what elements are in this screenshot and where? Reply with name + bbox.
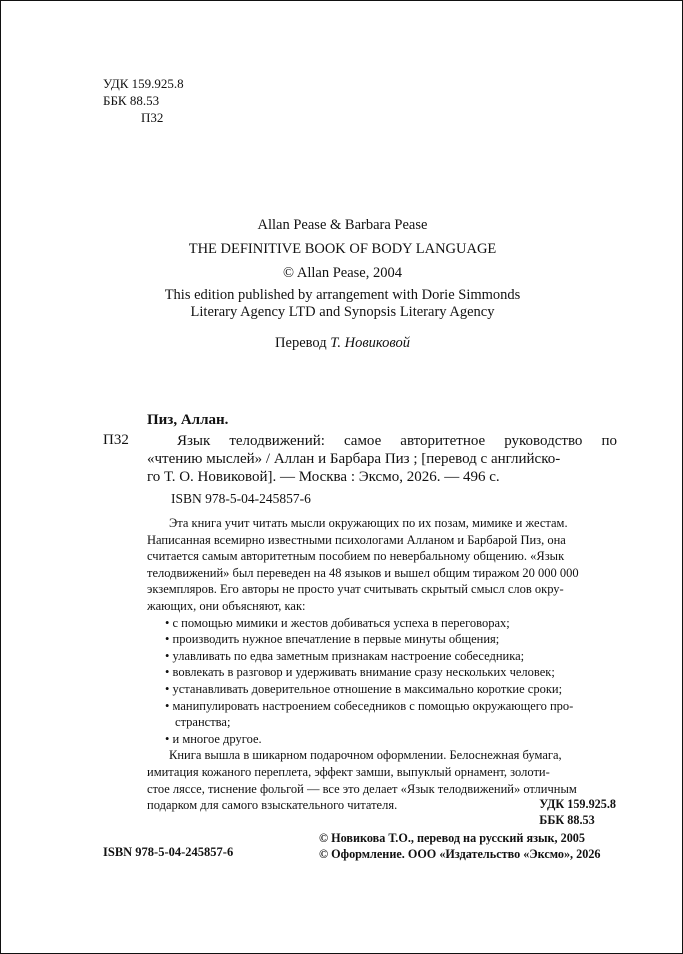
bbk-code: ББК 88.53 <box>103 93 160 108</box>
isbn: ISBN 978-5-04-245857-6 <box>171 491 311 506</box>
edition-notice-line-1: This edition published by arrangement with Dorie Simmonds <box>164 287 521 303</box>
bibliographic-mark: П32 <box>103 432 129 448</box>
udk-code: УДК 159.925.8 <box>103 76 184 91</box>
annotation-bullet: • улавливать по едва заметным признакам настроение собеседника; <box>165 648 525 663</box>
annotation-line: телодвижений» был переведен на 48 языков и вышел общим тиражом 20 000 000 <box>147 565 579 580</box>
footer-bbk: ББК 88.53 <box>539 812 595 827</box>
annotation-bullet: • производить нужное впечатление в первые минуты общения; <box>165 632 500 647</box>
annotation-bullet: • и многое другое. <box>165 731 262 746</box>
annotation-line: Написанная всемирно известными психологами Алланом и Барбарой Пиз, она <box>147 532 566 547</box>
annotation-line: жающих, они объясняют, как: <box>147 598 306 613</box>
annotation-line: подарком для самого взыскательного читателя. <box>147 798 398 813</box>
edition-notice-line-2: Literary Agency LTD and Synopsis Literary Agency <box>190 304 495 320</box>
annotation-line: экземпляров. Его авторы не просто учат считывать скрытый смысл слов окру- <box>147 582 564 597</box>
translation-prefix: Перевод <box>275 335 327 351</box>
bibliographic-description <box>147 432 617 486</box>
original-copyright: © Allan Pease, 2004 <box>283 265 402 281</box>
annotation-line: Эта книга учит читать мысли окружающих по их позам, мимике и жестам. <box>169 516 568 530</box>
footer-isbn: ISBN 978-5-04-245857-6 <box>103 845 234 859</box>
copyright-translation: © Новикова Т.О., перевод на русский язык, 2005 <box>319 831 585 845</box>
annotation-line: имитация кожаного переплета, эффект замши, выпуклый орнамент, золоти- <box>147 764 550 779</box>
annotation-bullet: • с помощью мимики и жестов добиваться успеха в переговорах; <box>165 615 510 630</box>
annotation-line: считается самым авторитетным пособием по невербальному общению. «Язык <box>147 549 565 564</box>
annotation-bullet: • манипулировать настроением собеседников с помощью окружающего про- <box>165 698 574 713</box>
classification-codes <box>103 75 184 126</box>
bibliographic-line-3: го Т. О. Новиковой]. — Москва : Эксмо, 2026. — 496 с. <box>147 469 500 485</box>
original-title: THE DEFINITIVE BOOK OF BODY LANGUAGE <box>188 241 497 257</box>
bibliographic-line-2: «чтению мыслей» / Аллан и Барбара Пиз ; [перевод с английско- <box>147 451 561 467</box>
annotation-line: Книга вышла в шикарном подарочном оформлении. Белоснежная бумага, <box>169 748 562 763</box>
bibliographic-author: Пиз, Аллан. <box>147 412 229 428</box>
annotation-line: стое ляссе, тиснение фольгой — все это делает «Язык телодвижений» отличным <box>147 781 577 796</box>
bibliographic-line-1: Язык телодвижений: самое авторитетное руководство по <box>177 433 617 449</box>
translator-name: Т. Новиковой <box>330 335 410 351</box>
annotation-bullet: • устанавливать доверительное отношение в максимально короткие сроки; <box>165 681 563 696</box>
footer-classification <box>539 797 616 828</box>
annotation-bullet-continuation: странства; <box>175 715 231 730</box>
original-authors: Allan Pease & Barbara Pease <box>257 217 428 233</box>
footer-udk: УДК 159.925.8 <box>539 797 616 811</box>
annotation-bullet: • вовлекать в разговор и удерживать внимание сразу нескольких человек; <box>165 665 555 680</box>
copyright-design: © Оформление. ООО «Издательство «Эксмо», 2026 <box>319 846 601 861</box>
annotation <box>147 515 617 814</box>
footer-copyrights <box>319 831 601 862</box>
author-mark: П32 <box>141 110 164 125</box>
translation-credit <box>1 335 683 352</box>
